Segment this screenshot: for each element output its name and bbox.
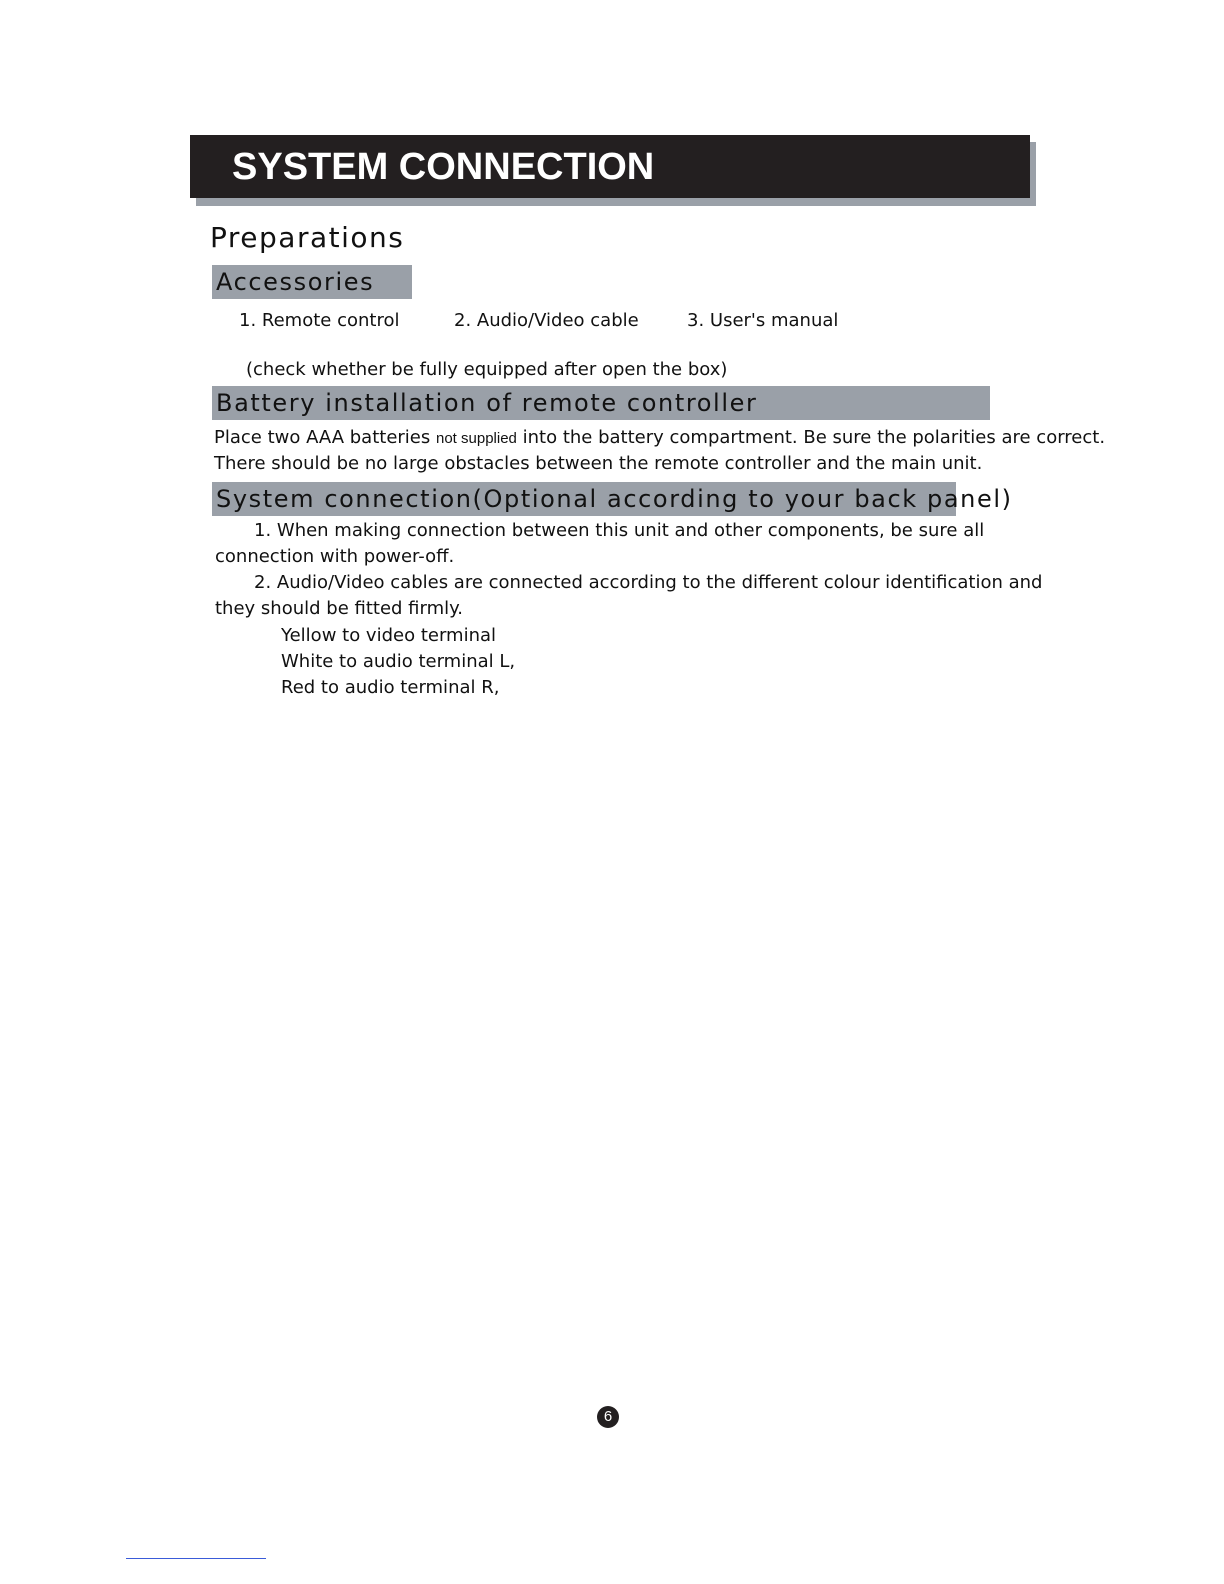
preparations-heading: Preparations [210,221,405,254]
battery-band [212,386,990,420]
accessory-item: 2. Audio/Video cable [454,310,639,331]
terminal-item: Yellow to video terminal [281,625,497,646]
system-paragraph-1-line-2: connection with power-off. [215,546,455,567]
page-title: SYSTEM CONNECTION [232,146,655,188]
battery-heading: Battery installation of remote controller [216,389,758,417]
accessory-item: 3. User's manual [687,310,839,331]
battery-line-2: There should be no large obstacles between the remote controller and the main unit. [214,453,983,474]
accessories-note: (check whether be fully equipped after open the box) [246,359,728,380]
accessory-item: 1. Remote control [239,310,400,331]
system-band [212,482,1013,516]
terminal-item: Red to audio terminal R, [281,677,500,698]
accessories-band [212,265,412,299]
system-paragraph-2-line-1: 2. Audio/Video cables are connected according to the different colour identification and [254,572,1043,593]
system-paragraph-2-line-2: they should be fitted firmly. [215,598,463,619]
section-title-bar [190,135,1030,198]
battery-text: Place two AAA batteries [214,427,436,448]
battery-note: not supplied [435,430,517,447]
page-number: 6 [597,1406,619,1428]
system-heading: System connection(Optional according to your back panel) [216,485,1013,513]
terminal-item: White to audio terminal L, [281,651,516,672]
footer-rule [126,1558,266,1559]
battery-text: into the battery compartment. Be sure the polarities are correct. [516,427,1106,448]
battery-line-1 [214,426,1105,451]
system-paragraph-1-line-1: 1. When making connection between this unit and other components, be sure all [254,520,985,541]
accessories-heading: Accessories [216,268,375,296]
